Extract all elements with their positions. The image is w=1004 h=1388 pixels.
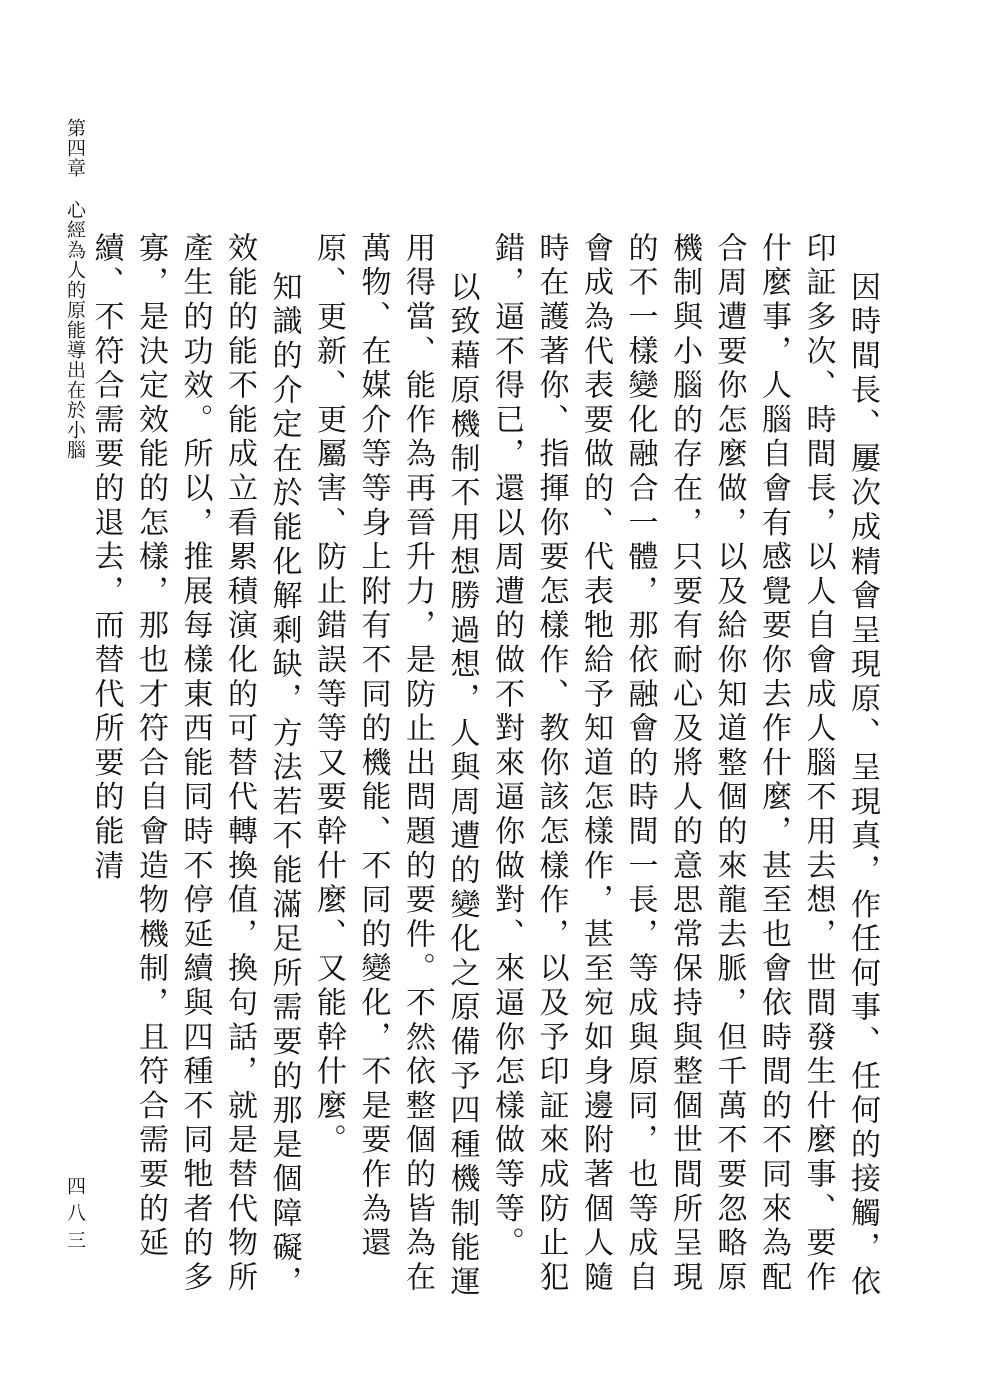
paragraph-3: 知識的介定在於能化解剩缺，方法若不能滿足所需要的那是個障礙，效能的能不能成立看累積演化的可替代轉換值，換句話，就是替代物所產生的功效。所以，推展每樣東西能同時不停延續與四種不同牠者的多寡，是決定效能的怎樣，那也才符合自會造物機制，且符合需要的延續、不符合需要的退去，而替代所要的能清 xyxy=(88,232,302,1300)
paragraph-1: 因時間長、屢次成精會呈現原、呈現真，作任何事、任何的接觸，依印証多次、時間長，以人自會成人腦不用去想，世間發生什麼事、要作什麼事，人腦自會有感覺要你去作什麼，甚至也會依時間的不同來為配合周遭要你怎麼做，以及給你知道整個的來龍去脈，但千萬不要忽略原機制與小腦的存在，只要有耐心及將人的意思常保持與整個世間所呈現的不一樣變化融合一體，那依融會的時間一長，等成與原同，也等成自會成為代表要做的、代表牠給予知道怎樣作，甚至宛如身邊附著個人隨時在護著你、指揮你要怎樣作、教你該怎樣作，以及予印証來成防止犯錯，逼不得已，還以周遭的做不對來逼你做對、來逼你怎樣做等等。 xyxy=(489,232,880,1300)
page-number: 四八三 xyxy=(64,1176,86,1257)
body-text xyxy=(83,232,884,1302)
chapter-title: 心經為人的原能導出在於小腦 xyxy=(64,200,86,460)
chapter-number: 第四章 xyxy=(64,118,86,178)
paragraph-2: 以致藉原機制不用想勝過想，人與周遭的變化之原備予四種機制能運用得當、能作為再晉升力，是防止出問題的要件。不然依整個的皆為在萬物、在媒介等等身上附有不同的機能、不同的變化，不是要作為還原、更新、更屬害、防止錯誤等等又要幹什麼、又能幹什麼。 xyxy=(311,232,480,1300)
